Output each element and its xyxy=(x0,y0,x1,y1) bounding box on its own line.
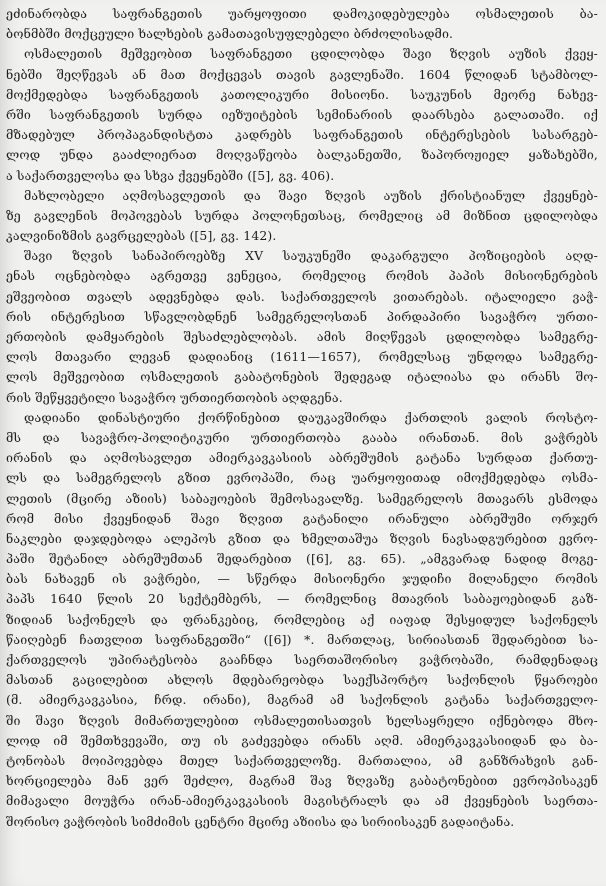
text-line: პაში შეტანილ აბრეშუმთან შედარებით ([6], გვ. 65). „ამგვარად ნადიდ მოგე- xyxy=(6,551,598,567)
body-text xyxy=(6,4,598,832)
text-line: ზე გავლენის მოპოვებას სურდა პოლონეთსაც, რომელიც ამ მიზნით ცდილობდა xyxy=(6,207,598,223)
text-line: ნებში შეღწევას ან მათ მოქცევას თავის გავლენაში. 1604 წლიდან სტამბოლ- xyxy=(6,66,598,82)
text-line: მასთან გაცილებით ახლოს მდებარეობდა საექსპორტო საქონლის წყაროები xyxy=(6,672,598,688)
text-line: მზადებულ პროპაგანდისტთა კადრებს საფრანგეთის ინტერესების სასარგებ- xyxy=(6,127,598,143)
text-line: ა საქართველოსა და სხვა ქვეყნებში ([5], გვ. 406). xyxy=(6,167,335,183)
text-line: რში საფრანგეთის სურდა იეზუიტების სემინარიის დაარსება გალათაში. იქ xyxy=(6,106,598,122)
text-line: ეძინარობდა საფრანგეთის უარყოფითი დამოკიდებულება ოსმალეთის ბა- xyxy=(6,6,598,21)
text-line: ლოს მთავარი ლევან დადიანიც (1611—1657), რომელსაც უნდოდა სამეგრე- xyxy=(6,349,598,365)
text-line: ლეთის (მცირე აზიის) საბაჟოების შემოსავალზე. სამეგრელოს მთავარს ესმოდა xyxy=(6,490,598,506)
text-line: ლოდ უნდა გააძლიერათ მოღვაწეობა ბალკანეთში, ზაპოროჟიელ ყაზახებში, xyxy=(6,147,598,163)
text-line: ტონობას მოიპოვებდა მთელ საქართველოზე. მართალია, ამ განზრახვის გან- xyxy=(6,752,598,768)
text-line: მს და სავაჭრო-პოლიტიკური ურთიერთობა გააბა ირანთან. მის ვაჭრებს xyxy=(6,429,598,445)
text-line: ხორციელება მან ვერ შეძლო, მაგრამ შავ ზღვაზე გაბატონებით ევროპისაკენ xyxy=(6,773,598,789)
text-line: რის ინტერესით სწავლობდნენ სამეგრელოსთან პირდაპირი სავაჭრო ურთი- xyxy=(6,308,598,324)
text-line: ქართველოს უპირატესობა გააჩნდა საერთაშორისო ვაჭრობაში, რამდენადაც xyxy=(6,652,598,667)
text-line: ეშვეობით თვალს ადევნებდა დას. საქართველოს ვითარებას. იტალიელი ვაჭ- xyxy=(6,288,598,304)
text-line: (მ. ამიერკავკასია, ჩრდ. ირანი), მაგრამ ამ საქონლის გატანა საქართველო- xyxy=(6,692,598,708)
text-line: ირანის და აღმოსავლეთ ამიერკავკასიის აბრეშუმის გატანა სურდათ ქართუ- xyxy=(6,450,598,466)
text-line: ენას ოცნებობდა აგრეთვე ვენეცია, რომელიც რომის პაპის მისიონერების xyxy=(6,268,598,284)
text-line: პაპს 1640 წლის 20 სექტემბერს, — რომელნიც მთავრის საბაჟოებიდან გაზ- xyxy=(6,591,598,607)
text-line: შორისო ვაჭრობის სიმძიმის ცენტრი მცირე აზიისა და სირიისაკენ გადაიტანა. xyxy=(6,813,515,829)
text-line: ლოს მეშვეობით ოსმალეთის გაბატონების შედეგად იტალიასა და ირანს შო- xyxy=(6,369,598,385)
text-line: ზიდიან საქონელს და ფრანკებიც, რომლებიც აქ იაფად შესყიდულ საქონელს xyxy=(6,611,598,627)
text-line: კალვინიზმის გავრცელებას ([5], გვ. 142). xyxy=(6,228,277,244)
text-line: ბონმბში მოქცეული ხალხების გამათავისუფლებელი ბრძოლისადმი. xyxy=(6,26,454,42)
text-line: ლს და სამეგრელოს გზით ევროპაში, რაც უარყოფითად იმოქმედებდა ოსმა- xyxy=(6,470,598,486)
text-line: მოქმედებდა საფრანგეთის კათოლიკური მისიონი. საუკუნის მეორე ნახევ- xyxy=(6,86,598,102)
text-line: ერთობის დამყარების შესაძლებლობას. ამის მიღწევას ცდილობდა სამეგრე- xyxy=(6,329,598,344)
text-line: რის შეწყვეტილი სავაჭრო ურთიერთობის აღდგენა. xyxy=(6,389,343,405)
text-line: ნაკლები დაჯდებოდა ალეპოს გზით და ხმელთაშუა ზღვის ნავსადგურებით ევრო- xyxy=(6,530,598,546)
text-line: მახლობელი აღმოსავლეთის და შავი ზღვის აუზის ქრისტიანულ ქვეყნებ- xyxy=(24,187,598,203)
text-line: ში შავი ზღვის მიმართულებით ოსმალეთისათვის ხელსაყრელი იქნებოდა მხო- xyxy=(6,712,598,728)
text-line: შავი ზღვის სანაპიროებზე XV საუკუნეში დაკარგული პოზიციების აღდ- xyxy=(24,248,598,264)
text-line: ოსმალეთის მეშვეობით საფრანგეთი ცდილობდა შავი ზღვის აუზის ქვეყ- xyxy=(24,46,598,62)
text-line: რომ მისი ქვეყნიდან შავი ზღვით გატანილი ირანული აბრეშუმი ორჯერ xyxy=(6,510,598,526)
text-line: ბას ნახავენ ის ვაჭრები, — სწერდა მისიონერი ჯუდიჩი მილანელი რომის xyxy=(6,571,598,587)
text-line: დადიანი დინასტიური ქორწინებით დაუკავშირდა ქართლის ვალის როსტო- xyxy=(24,409,598,425)
text-line: მიმავალი მოუჭრა ირან-ამიერკავკასიის მაგისტრალს და ამ ქვეყნების საერთა- xyxy=(6,793,598,809)
text-line: წაიღებენ ჩათვლით საფრანგეთში“ ([6]) *. მართლაც, სირიასთან შედარებით სა- xyxy=(6,631,598,647)
text-line: ლოდ იმ შემთხვევაში, თუ ის გაძევებდა ირანს აღმ. ამიერკავკასიიდან და ბა- xyxy=(6,732,598,748)
